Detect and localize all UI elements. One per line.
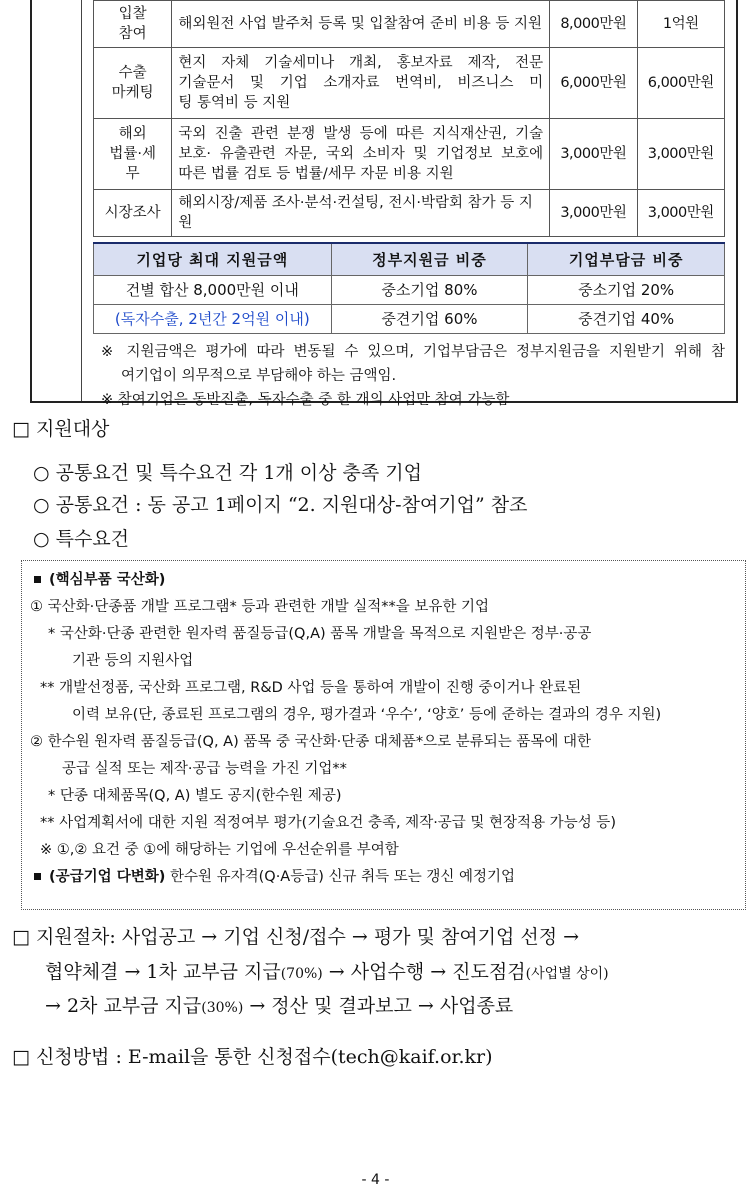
procedure-line-1: □ 지원절차: 사업공고 → 기업 신청/접수 → 평가 및 참여기업 선정 →: [12, 926, 580, 948]
column-header: 정부지원금 비중: [331, 243, 528, 275]
apply-method: □ 신청방법 : E-mail을 통한 신청접수(tech@kaif.or.kr): [12, 1046, 493, 1068]
category-cell: 해외 법률·세 무: [94, 119, 172, 190]
procedure-line-2: 협약체결 → 1차 교부금 지급(70%) → 사업수행 → 진도점검(사업별 상이): [45, 961, 609, 983]
procedure-line-3: → 2차 교부금 지급(30%) → 정산 및 결과보고 → 사업종료: [45, 995, 514, 1017]
max-amount-note-cell: (독자수출, 2년간 2억원 이내): [94, 304, 332, 333]
table-row: [94, 304, 725, 333]
table-header-row: [94, 243, 725, 275]
box-line: (핵심부품 국산화): [30, 567, 737, 594]
amount-cell: 8,000만원: [550, 1, 637, 48]
note-line: 여기업이 의무적으로 부담해야 하는 금액임.: [121, 367, 397, 384]
bullet-square-icon: [34, 576, 41, 583]
table-notes: [93, 340, 725, 412]
amount-cell: 6,000만원: [550, 48, 637, 119]
table-row: [94, 1, 725, 48]
category-cell: 입찰 참여: [94, 1, 172, 48]
amount-cell: 6,000만원: [637, 48, 724, 119]
list-item: ○ 공통요건 : 동 공고 1페이지 “2. 지원대상-참여기업” 참조: [33, 494, 528, 516]
support-cost-table: [93, 0, 725, 237]
corp-ratio-cell: 중소기업 20%: [528, 275, 725, 304]
corp-ratio-cell: 중견기업 40%: [528, 304, 725, 333]
max-amount-cell: 건별 합산 8,000만원 이내: [94, 275, 332, 304]
box-line: ** 사업계획서에 대한 지원 적정여부 평가(기술요건 충족, 제작·공급 및 현장적용 가능성 등): [40, 815, 616, 831]
amount-cell: 3,000만원: [637, 190, 724, 237]
section-heading-target: □ 지원대상: [12, 418, 110, 440]
box-line: 이력 보유(단, 종료된 프로그램의 경우, 평가결과 ‘우수’, ‘양호’ 등에 준하는 결과의 경우 지원): [72, 707, 662, 723]
bullet-square-icon: [34, 873, 41, 880]
category-cell: 수출 마케팅: [94, 48, 172, 119]
table-row: [94, 48, 725, 119]
table-row: [94, 119, 725, 190]
box-line: (공급기업 다변화) 한수원 유자격(Q·A등급) 신규 취득 또는 갱신 예정기업: [30, 864, 737, 891]
box-line: * 단종 대체품목(Q, A) 별도 공지(한수원 제공): [48, 788, 342, 804]
box-line: ② 한수원 원자력 품질등급(Q, A) 품목 중 국산화·단종 대체품*으로 분류되는 품목에 대한: [30, 734, 592, 750]
box-line: ** 개발선정품, 국산화 프로그램, R&D 사업 등을 통하여 개발이 진행 중이거나 완료된: [40, 680, 582, 696]
list-item: ○ 공통요건 및 특수요건 각 1개 이상 충족 기업: [33, 462, 423, 484]
page-number: - 4 -: [361, 1172, 390, 1188]
column-header: 기업당 최대 지원금액: [94, 243, 332, 275]
description-cell: 해외원전 사업 발주처 등록 및 입찰참여 준비 비용 등 지원: [172, 1, 550, 48]
amount-cell: 3,000만원: [550, 119, 637, 190]
table-row: [94, 275, 725, 304]
category-cell: 시장조사: [94, 190, 172, 237]
box-line: 기관 등의 지원사업: [72, 653, 194, 669]
cost-section: [93, 0, 725, 412]
table-row: [94, 190, 725, 237]
box-line: * 국산화·단종 관련한 원자력 품질등급(Q,A) 품목 개발을 목적으로 지원받은 정부·공공: [48, 626, 592, 642]
note-line: ※ 지원금액은 평가에 따라 변동될 수 있으며, 기업부담금은 정부지원금을 지원받기 위해 참: [101, 343, 725, 360]
support-ratio-table: [93, 242, 725, 334]
column-header: 기업부담금 비중: [528, 243, 725, 275]
note-line: ※ 참여기업은 동반진출, 독자수출 중 한 개의 사업만 참여 가능함: [101, 391, 510, 408]
frame-left-column: [32, 0, 82, 401]
box-line: ※ ①,② 요건 중 ①에 해당하는 기업에 우선순위를 부여함: [40, 842, 399, 858]
description-cell: 국외 진출 관련 분쟁 발생 등에 따른 지식재산권, 기술 보호· 유출관련 자문, 국외 소비자 및 기업정보 보호에 따른 법률 검토 등 법률/세무 자문 비용 지원: [172, 119, 550, 190]
amount-cell: 1억원: [637, 1, 724, 48]
amount-cell: 3,000만원: [550, 190, 637, 237]
description-cell: 현지 자체 기술세미나 개최, 홍보자료 제작, 전문 기술문서 및 기업 소개자료 번역비, 비즈니스 미 팅 통역비 등 지원: [172, 48, 550, 119]
list-item: ○ 특수요건: [33, 528, 130, 550]
gov-ratio-cell: 중견기업 60%: [331, 304, 528, 333]
amount-cell: 3,000만원: [637, 119, 724, 190]
special-requirements-box: [21, 560, 746, 910]
gov-ratio-cell: 중소기업 80%: [331, 275, 528, 304]
box-line: 공급 실적 또는 제작·공급 능력을 가진 기업**: [62, 761, 347, 777]
box-line: ① 국산화·단종품 개발 프로그램* 등과 관련한 개발 실적**을 보유한 기업: [30, 599, 490, 615]
description-cell: 해외시장/제품 조사·분석·컨설팅, 전시·박람회 참가 등 지원: [172, 190, 550, 237]
